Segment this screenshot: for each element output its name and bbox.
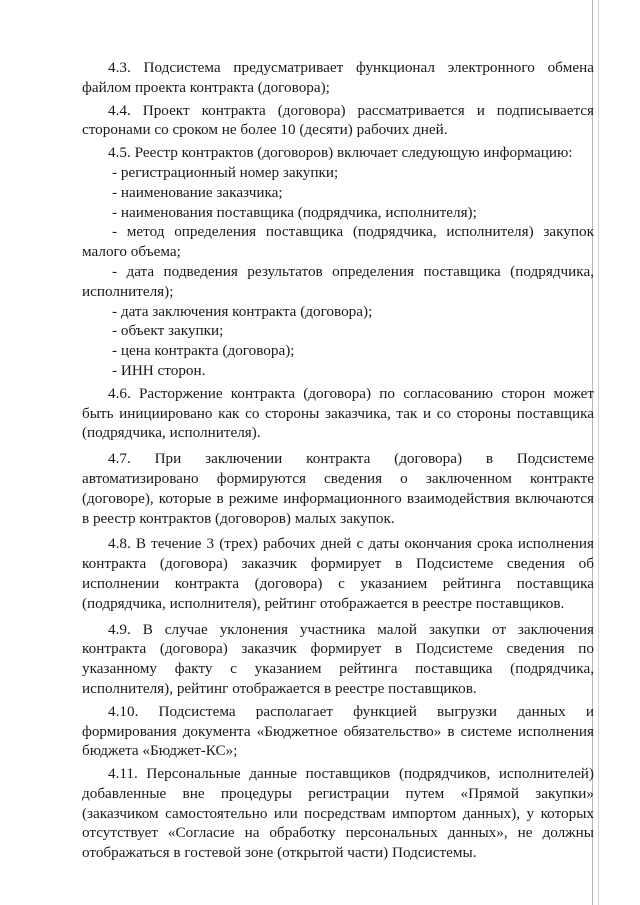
paragraph-4-3: 4.3. Подсистема предусматривает функционал электронного обмена файлом проекта контракта (договора); (82, 59, 594, 96)
document-body (82, 58, 594, 863)
paragraph-4-7: 4.7. При заключении контракта (договора) в Подсистеме автоматизировано формируются сведения о заключенном контракте (договоре), которые в режиме информационного взаимодействия включаются в реестр контрактов (договоров) малых закупок. (82, 450, 594, 527)
list-item: - ИНН сторон. (112, 361, 206, 379)
list-item: - регистрационный номер закупки; (112, 163, 339, 181)
registry-list (82, 163, 594, 381)
list-item: - объект закупки; (112, 322, 224, 340)
list-item: - метод определения поставщика (подрядчика, исполнителя) закупок малого объема; (82, 223, 594, 261)
paragraph-4-11: 4.11. Персональные данные поставщиков (подрядчиков, исполнителей) добавленные вне процедуры регистрации путем «Прямой закупки» (заказчиком самостоятельно или посредствам импортом данных), у которых отсутствует «Согласие на обработку персональных данных», не должны отображаться в гостевой зоне (открытой части) Подсистемы. (82, 765, 594, 862)
paragraph-4-9: 4.9. В случае уклонения участника малой закупки от заключения контракта (договора) заказчик формирует в Подсистеме сведения по указанному факту с указанием рейтинга поставщика (подрядчика, исполнителя), рейтинг отображается в реестре поставщиков. (82, 620, 594, 697)
list-item: - цена контракта (договора); (112, 342, 295, 360)
list-item: - дата подведения результатов определения поставщика (подрядчика, исполнителя); (82, 262, 594, 300)
paragraph-4-5: 4.5. Реестр контрактов (договоров) включает следующую информацию: (108, 144, 573, 162)
paragraph-4-10: 4.10. Подсистема располагает функцией выгрузки данных и формирования документа «Бюджетное обязательство» в системе исполнения бюджета «Бюджет-КС»; (82, 702, 594, 760)
paragraph-4-4: 4.4. Проект контракта (договора) рассматривается и подписывается сторонами со сроком не более 10 (десяти) рабочих дней. (82, 101, 594, 139)
paragraph-4-8: 4.8. В течение 3 (трех) рабочих дней с даты окончания срока исполнения контракта (договора) заказчик формирует в Подсистеме сведения об исполнении контракта (договора) с указанием рейтинга поставщика (подрядчика, исполнителя), рейтинг отображается в реестре поставщиков. (82, 535, 594, 612)
list-item: - наименования поставщика (подрядчика, исполнителя); (112, 203, 477, 221)
paragraph-4-6: 4.6. Расторжение контракта (договора) по согласованию сторон может быть инициировано как со стороны заказчика, так и со стороны поставщика (подрядчика, исполнителя). (82, 384, 594, 442)
list-item: - наименование заказчика; (112, 183, 283, 201)
list-item: - дата заключения контракта (договора); (112, 302, 373, 320)
scan-edge-line-secondary (598, 0, 599, 905)
